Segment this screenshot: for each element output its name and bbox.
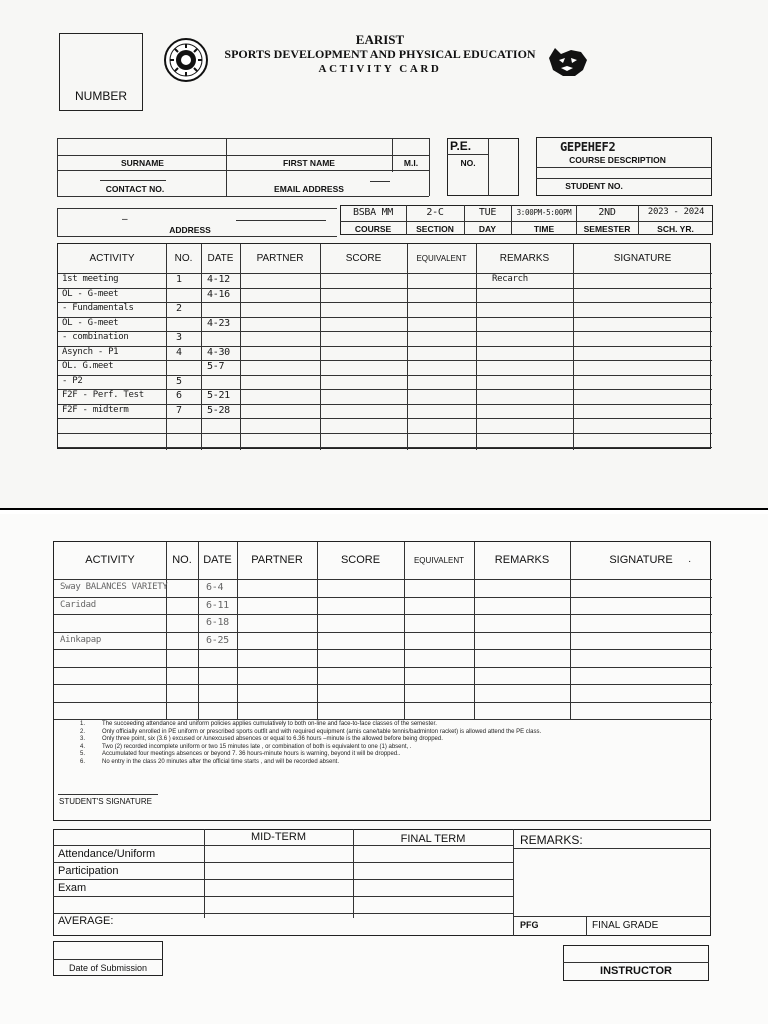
table-row-line [58, 404, 712, 405]
address-label: ADDRESS [169, 225, 211, 235]
policy-number: 5. [80, 751, 86, 758]
contact-field-line [100, 180, 166, 181]
panther-mascot-icon [545, 44, 589, 80]
table-header-line [58, 273, 712, 274]
date-submission-line [53, 959, 163, 960]
table-row-line [58, 302, 712, 303]
student-info-line [57, 170, 429, 171]
table-row-line [58, 317, 712, 318]
date-cell: 5-28 [207, 404, 230, 416]
table-column-divider [317, 542, 318, 719]
semester-label: SEMESTER [583, 224, 631, 234]
student-info-divider [226, 138, 227, 196]
table-row-line [54, 719, 712, 720]
first-name-label: FIRST NAME [283, 158, 335, 168]
activity-cell: - P2 [62, 375, 83, 386]
institution-name: EARIST [355, 32, 405, 47]
grades-divider [513, 829, 514, 936]
exam-label: Exam [58, 882, 87, 894]
header-score: SCORE [340, 554, 381, 566]
grades-line [513, 916, 711, 917]
pe-box-line [447, 154, 488, 155]
table-row-line [54, 632, 712, 633]
department-name: SPORTS DEVELOPMENT AND PHYSICAL EDUCATION [224, 47, 536, 61]
address-left-border [57, 208, 58, 236]
table-row-line [54, 614, 712, 615]
date-cell: 4-30 [207, 346, 230, 358]
date-cell: 4-16 [207, 288, 230, 300]
header-equivalent: EQUIVALENT [413, 556, 465, 565]
date-cell: 5-21 [207, 390, 230, 401]
policy-number: 1. [80, 721, 86, 727]
card-title: ACTIVITY CARD [318, 63, 442, 75]
activity-cell: Caridad [60, 599, 96, 610]
student-info-divider [57, 138, 58, 196]
policy-text: Only three point, six (3.6 ) excused or /unexcused absences or equal to 6.36 hours –minute is the allowed before being dropped. [102, 736, 443, 743]
header-score: SCORE [345, 253, 382, 264]
table-column-divider [407, 244, 408, 450]
pe-box-divider [488, 138, 489, 196]
final-term-header: FINAL TERM [400, 833, 466, 845]
table-column-divider [166, 542, 167, 719]
grades-line [53, 879, 513, 880]
grades-remarks-header: REMARKS: [520, 833, 583, 847]
policy-number: 4. [80, 743, 86, 750]
attendance-uniform-label: Attendance/Uniform [58, 848, 156, 860]
day-label: DAY [478, 224, 497, 234]
header-partner: PARTNER [251, 554, 303, 566]
policy-text: No entry in the class 20 minutes after the official time starts , and will be recorded absent. [102, 759, 340, 765]
policy-text: Two (2) recorded incomplete uniform or two 15 minutes late , or combination of both is equivalent to one (1) absent, . [102, 743, 412, 750]
table-column-divider [320, 244, 321, 450]
student-info-bottom-line [57, 196, 429, 197]
table-row-line [58, 360, 712, 361]
student-info-divider [429, 138, 430, 196]
course-description-label: COURSE DESCRIPTION [569, 155, 666, 165]
student-info-line [57, 155, 429, 156]
table-column-divider [198, 542, 199, 719]
policy-text: The succeeding attendance and uniform policies applies cumulatively to both on-line and face-to-face classes of the semester. [102, 721, 437, 727]
header-no: NO. [174, 253, 193, 264]
activity-cell: 1st meeting [62, 274, 119, 284]
table-row-line [58, 389, 712, 390]
table-row-line [58, 418, 712, 419]
date-cell: 6-4 [206, 582, 224, 593]
mi-label: M.I. [403, 158, 419, 168]
activity-cell: OL - G-meet [62, 288, 119, 299]
policy-number: 6. [80, 759, 86, 765]
course-info-line [536, 178, 712, 179]
course-info-line [536, 167, 712, 168]
school-year-value: 2023 - 2024 [647, 207, 705, 217]
activity-cell: Ainkapap [60, 634, 101, 645]
pfg-label: PFG [520, 920, 539, 930]
number-cell: 2 [176, 303, 182, 314]
grades-line [53, 862, 513, 863]
date-cell: 4-23 [207, 317, 230, 329]
table-column-divider [476, 244, 477, 450]
course-code-value: GEPEHEF2 [560, 140, 616, 154]
policy-text: Only officially enrolled in PE uniform or prescribed sports outfit and with required equipment (arnis cane/table tennis/badminton racket) is allowed attend the PE class. [102, 728, 542, 735]
header-activity: ACTIVITY [85, 554, 135, 566]
instructor-label: INSTRUCTOR [600, 965, 672, 977]
schedule-line [340, 221, 713, 222]
header-equivalent: EQUIVALENT [416, 254, 467, 263]
date-cell: 6-18 [206, 617, 229, 628]
table-column-divider [404, 542, 405, 719]
address-top-line [57, 208, 337, 209]
participation-label: Participation [58, 865, 119, 877]
student-info-top-line [57, 138, 429, 139]
address-bottom-line [57, 236, 337, 237]
activity-cell: OL - G-meet [62, 317, 119, 328]
header-remarks: REMARKS [494, 554, 550, 566]
header-signature: SIGNATURE [613, 253, 672, 264]
header-no: NO. [172, 554, 192, 566]
number-label: NUMBER [74, 89, 127, 103]
number-cell: 7 [176, 404, 182, 416]
date-cell: 6-11 [206, 599, 229, 611]
number-cell: 4 [176, 346, 182, 358]
grades-line [513, 848, 711, 849]
table-row-line [54, 702, 712, 703]
table-row-line [54, 667, 712, 668]
grades-line [53, 913, 513, 914]
instructor-line [563, 962, 709, 963]
activity-table-1 [57, 243, 711, 449]
header-date: DATE [203, 554, 232, 566]
policy-number: 3. [80, 736, 86, 743]
table-column-divider [240, 244, 241, 450]
time-label: TIME [533, 224, 555, 234]
address-field-line [236, 220, 326, 221]
activity-cell: - combination [62, 332, 129, 342]
activity-table-2 [53, 541, 711, 821]
midterm-header: MID-TERM [251, 831, 306, 843]
date-of-submission-label: Date of Submission [68, 963, 148, 973]
student-signature-line [58, 794, 158, 795]
course-value: BSBA MM [352, 207, 394, 218]
table-row-line [54, 649, 712, 650]
header-activity: ACTIVITY [89, 253, 135, 264]
student-signature-label: STUDENT'S SIGNATURE [59, 797, 152, 806]
activity-cell: F2F - midterm [62, 404, 129, 415]
header-remarks: REMARKS [499, 253, 550, 264]
header-date: DATE [207, 253, 234, 264]
table-column-divider [474, 542, 475, 719]
number-cell: 5 [176, 375, 182, 387]
header-partner: PARTNER [256, 253, 304, 264]
policy-number: 2. [80, 728, 86, 735]
number-cell: 1 [176, 274, 182, 285]
activity-cell: F2F - Perf. Test [62, 390, 144, 400]
section-value: 2-C [426, 207, 444, 218]
activity-cell: - Fundamentals [62, 303, 134, 313]
activity-cell: Asynch - P1 [62, 346, 119, 357]
date-cell: 6-25 [206, 634, 229, 646]
school-seal-icon [164, 38, 208, 82]
number-cell: 6 [176, 390, 182, 401]
signature-dot: · [688, 556, 692, 567]
table-row-line [58, 447, 712, 448]
table-column-divider [570, 542, 571, 719]
header-signature: SIGNATURE [609, 554, 673, 566]
contact-no-label: CONTACT NO. [105, 184, 165, 194]
school-year-label: SCH. YR. [657, 224, 694, 234]
table-row-line [58, 346, 712, 347]
table-column-divider [166, 244, 167, 450]
remarks-cell: Recarch [492, 274, 528, 284]
date-cell: 5-7 [207, 361, 225, 372]
student-no-label: STUDENT NO. [565, 181, 623, 191]
activity-cell: OL. G.meet [62, 361, 114, 371]
average-label: AVERAGE: [58, 915, 114, 927]
final-grade-label: FINAL GRADE [592, 920, 659, 931]
table-column-divider [201, 244, 202, 450]
table-row-line [54, 597, 712, 598]
pe-label: P.E. [450, 139, 472, 153]
grades-line [53, 896, 513, 897]
table-header-line [54, 579, 712, 580]
activity-cell: Sway BALANCES VARIETY [60, 582, 168, 592]
policy-text: Accumulated four meetings absences or beyond 7. 36 hours-minute hours is warning, beyond it will be dropped.. [102, 751, 401, 758]
pe-no-label: NO. [460, 158, 476, 168]
section-label: SECTION [416, 224, 454, 234]
table-column-divider [237, 542, 238, 719]
time-value: 3:00PM-5:00PM [516, 208, 572, 217]
surname-label: SURNAME [121, 158, 164, 168]
date-cell: 4-12 [207, 274, 230, 285]
address-dash: – [122, 214, 128, 225]
table-row-line [58, 331, 712, 332]
email-address-label: EMAIL ADDRESS [274, 184, 344, 194]
table-column-divider [573, 244, 574, 450]
email-field-line [370, 181, 390, 182]
table-row-line [54, 684, 712, 685]
table-row-line [58, 288, 712, 289]
table-row-line [58, 433, 712, 434]
grades-divider [586, 916, 587, 936]
table-row-line [58, 375, 712, 376]
course-label: COURSE [354, 224, 392, 234]
number-cell: 3 [176, 332, 182, 343]
grades-line [53, 845, 513, 846]
semester-value: 2ND [598, 207, 616, 218]
day-value: TUE [478, 207, 497, 218]
